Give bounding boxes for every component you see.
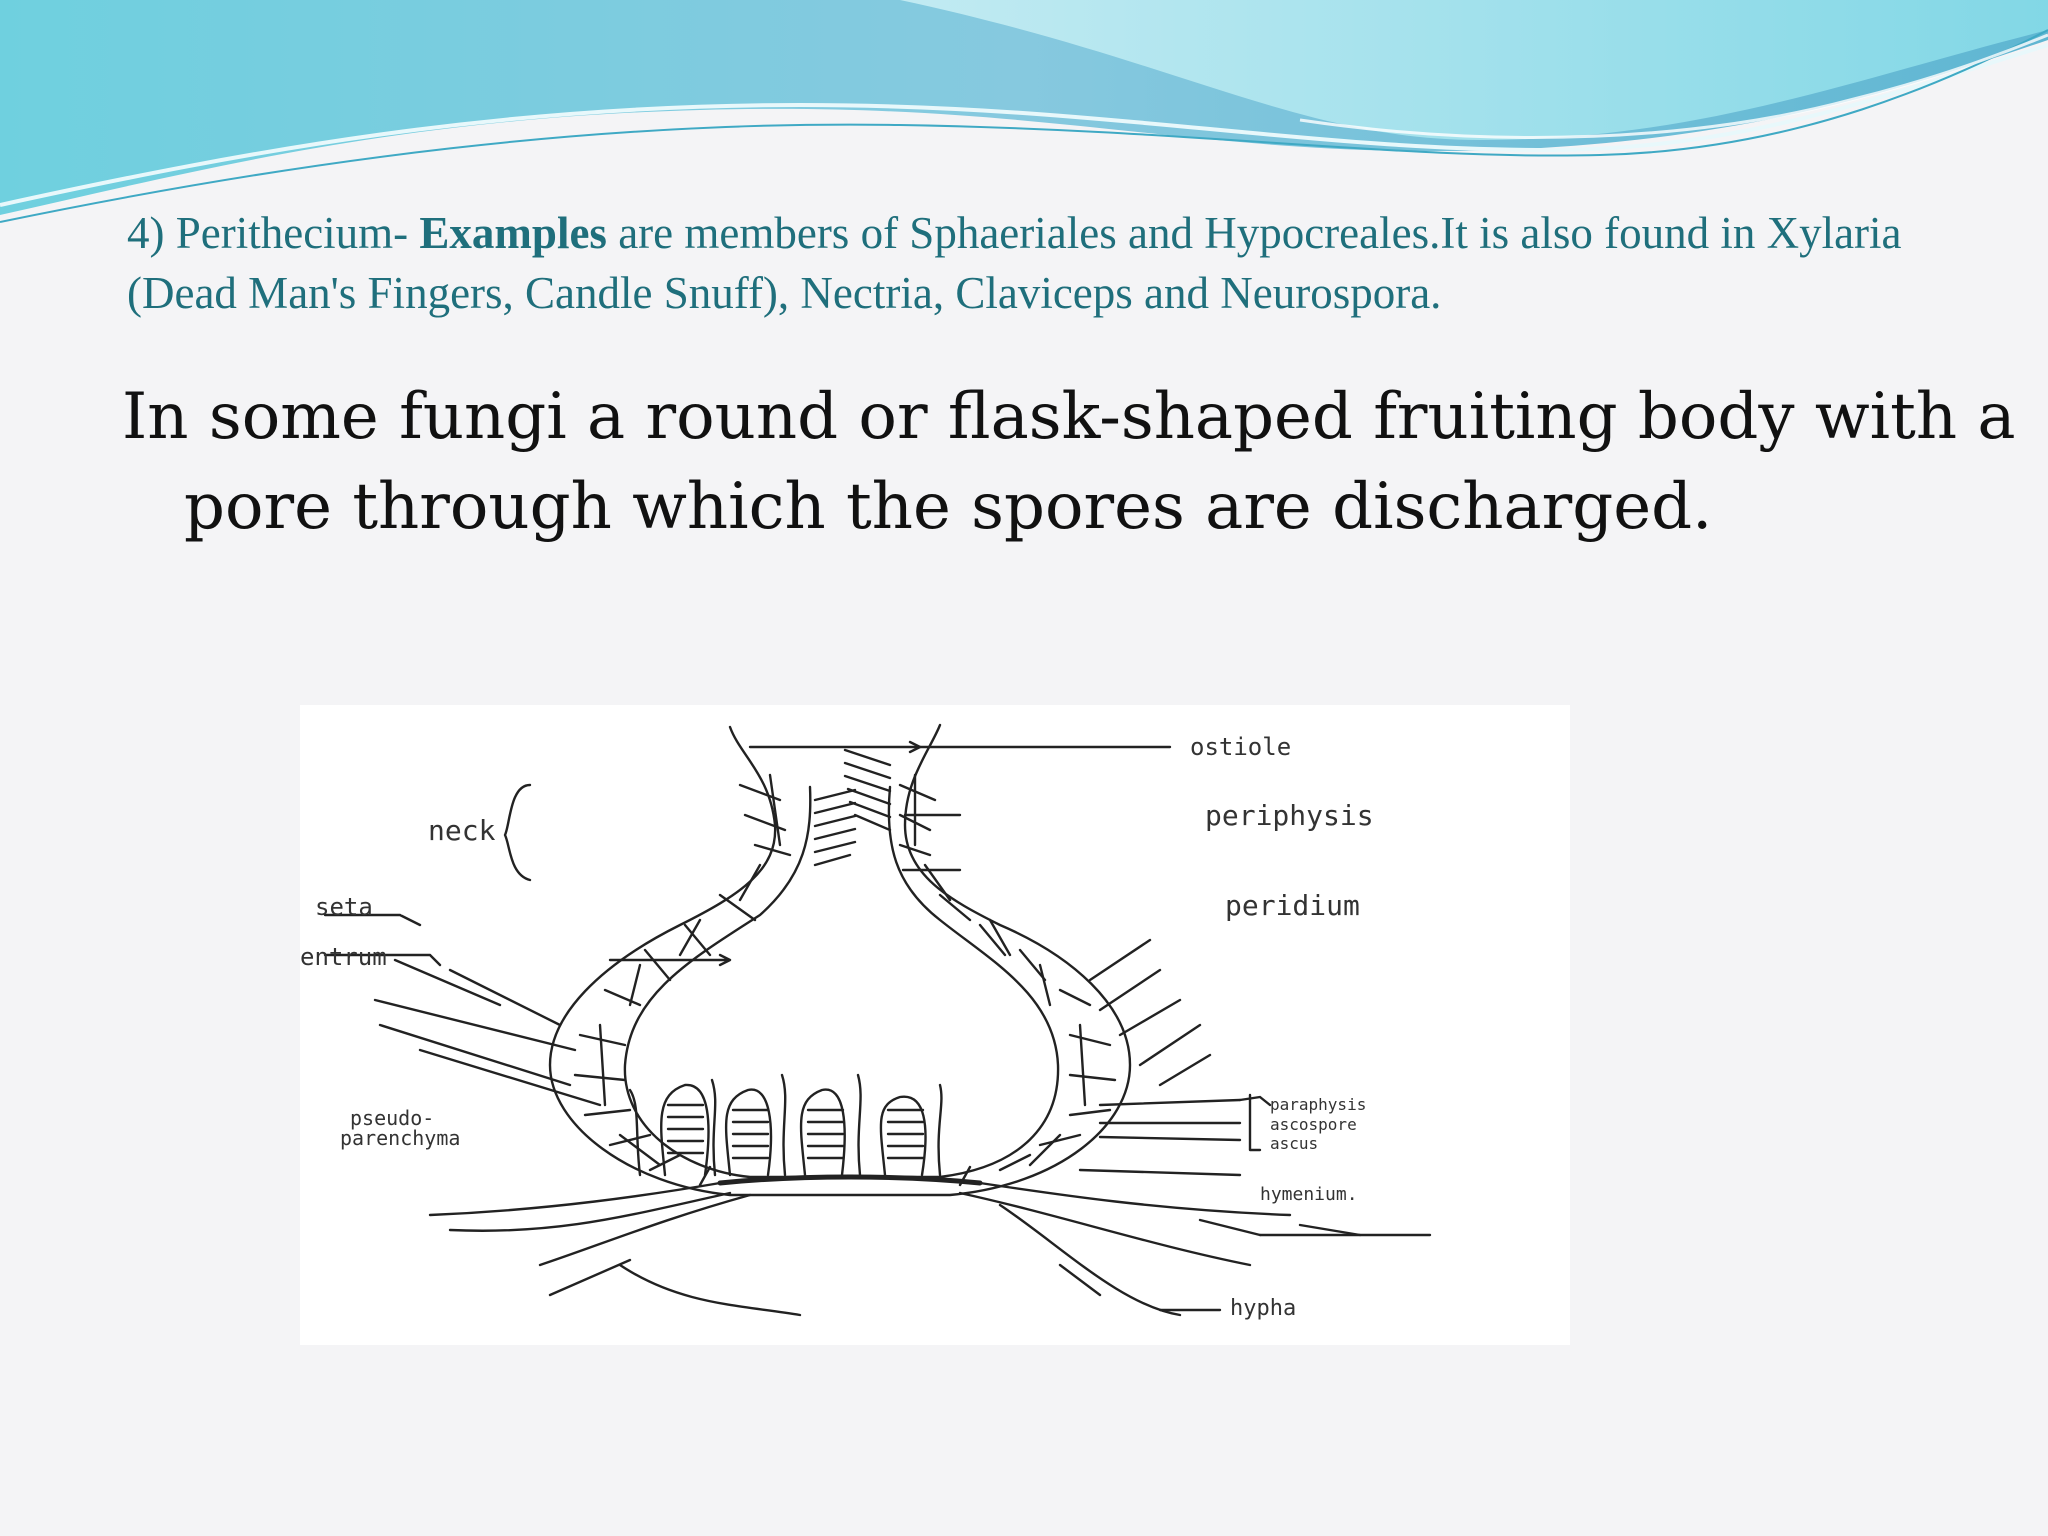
hypha-network xyxy=(430,1183,1360,1315)
ascus-4 xyxy=(881,1097,926,1175)
label-seta: seta xyxy=(315,893,373,921)
slide-body-text: In some fungi a round or flask-shaped fruiting body with a pore through which the spores are discharged. xyxy=(122,380,2016,544)
label-neck: neck xyxy=(428,814,496,847)
label-ascus: ascus xyxy=(1270,1134,1319,1153)
label-paraphysis: paraphysis xyxy=(1270,1095,1367,1114)
slide-subtitle xyxy=(127,203,1967,323)
subtitle-prefix: 4) Perithecium- xyxy=(127,208,420,258)
ascus-2 xyxy=(726,1090,771,1175)
ascus-3 xyxy=(801,1090,845,1175)
label-ostiole: ostiole xyxy=(1190,733,1292,761)
perithecium-diagram xyxy=(300,705,1570,1345)
label-hymenium: hymenium. xyxy=(1260,1184,1358,1205)
label-peridium: peridium xyxy=(1225,889,1360,922)
label-parenchyma: parenchyma xyxy=(340,1126,461,1150)
label-centrum: entrum xyxy=(300,943,387,971)
label-pseudo: pseudo- xyxy=(350,1106,435,1130)
subtitle-rest: are members of Sphaeriales and Hypocreales.It is also found in Xylaria (Dead Man's Fingers, Candle Snuff), Nectria, Claviceps and Neurospora. xyxy=(127,208,1902,318)
subtitle-bold: Examples xyxy=(419,208,607,258)
neck-bracket xyxy=(505,785,530,880)
label-periphysis: periphysis xyxy=(1205,799,1374,832)
hymenium-base xyxy=(720,1177,980,1183)
label-ascospore: ascospore xyxy=(1270,1115,1357,1134)
label-hypha: hypha xyxy=(1230,1296,1297,1321)
